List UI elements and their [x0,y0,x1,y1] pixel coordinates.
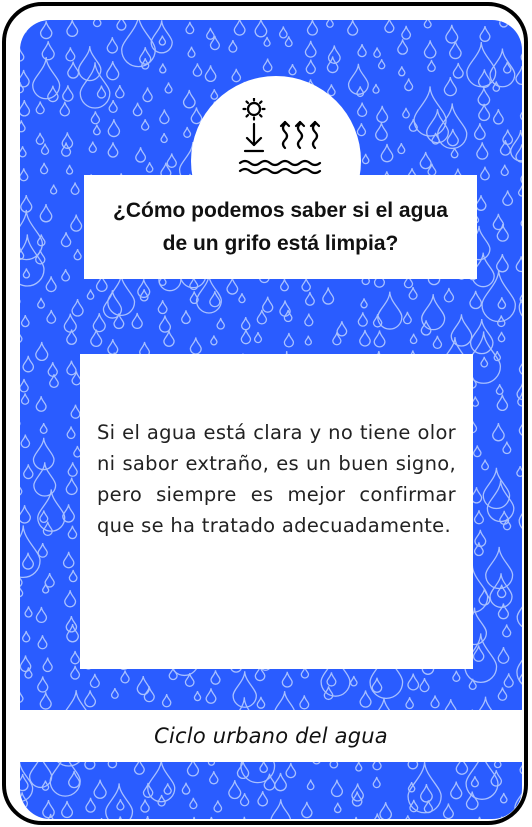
footer-band [20,710,522,762]
card-frame [2,2,528,825]
question-panel [84,175,477,279]
water-cycle-icon [236,98,320,160]
answer-panel [80,354,473,669]
category-label: Ciclo urbano del agua [154,724,388,748]
answer-text: Si el agua está clara y no tiene olor ni sabor extraño, es un buen signo, pero siempre es mejor confirmar que se ha tratado adecuadamente. [97,421,456,537]
card-background [20,20,522,819]
question-text: ¿Cómo podemos saber si el agua de un grifo está limpia? [113,199,448,255]
